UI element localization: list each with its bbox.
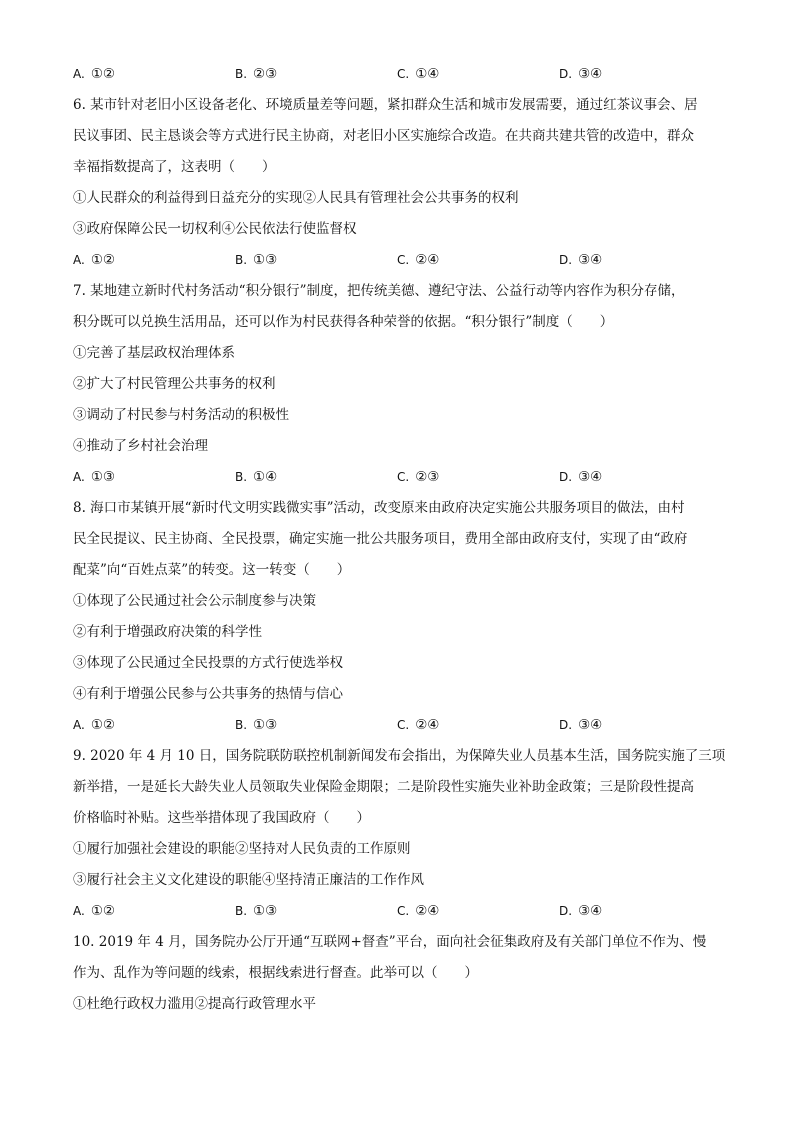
q6-statement: ①人民群众的利益得到日益充分的实现②人民具有管理社会公共事务的权利 [73, 190, 519, 206]
q6-option-b: B. ①③ [235, 252, 278, 268]
q9-option-d: D. ③④ [559, 903, 603, 919]
exam-page [73, 64, 726, 1025]
q6-stem-line: 6. 某市针对老旧小区设备老化、环境质量差等问题，紧扣群众生活和城市发展需要，通过红茶议事会、居 [73, 97, 698, 113]
q9-stem-line: 价格临时补贴。这些举措体现了我国政府（ ） [73, 810, 370, 826]
q10-stem-line: 作为、乱作为等问题的线索，根据线索进行督查。此举可以（ ） [73, 965, 478, 981]
q8-options [73, 715, 723, 736]
q9-statement: ③履行社会主义文化建设的职能④坚持清正廉洁的工作作风 [73, 872, 424, 888]
question-7 [73, 281, 723, 488]
q9-stem-line: 9. 2020 年 4 月 10 日，国务院联防联控机制新闻发布会指出，为保障失业人员基本生活，国务院实施了三项 [73, 748, 726, 764]
q8-option-a: A. ①② [73, 717, 116, 733]
question-6 [73, 95, 723, 271]
q8-statement: ④有利于增强公民参与公共事务的热情与信心 [73, 686, 343, 702]
q8-statement: ②有利于增强政府决策的科学性 [73, 624, 262, 640]
q8-stem-line: 民全民提议、民主协商、全民投票，确定实施一批公共服务项目，费用全部由政府支付，实现了由“政府 [73, 531, 688, 547]
q7-options [73, 467, 723, 488]
q7-statement: ②扩大了村民管理公共事务的权利 [73, 376, 276, 392]
q9-option-a: A. ①② [73, 903, 116, 919]
q10-stem-line: 10. 2019 年 4 月，国务院办公厅开通“互联网+督查”平台，面向社会征集政府及有关部门单位不作为、慢 [73, 934, 707, 950]
q8-statement: ①体现了公民通过社会公示制度参与决策 [73, 593, 316, 609]
q7-option-d: D. ③④ [559, 469, 603, 485]
q5-option-b: B. ②③ [235, 66, 278, 82]
q10-statement: ①杜绝行政权力滥用②提高行政管理水平 [73, 996, 316, 1012]
question-8 [73, 498, 723, 736]
q6-stem-line: 民议事团、民主恳谈会等方式进行民主协商，对老旧小区实施综合改造。在共商共建共管的改造中，群众 [73, 128, 694, 144]
q8-stem-line: 8. 海口市某镇开展“新时代文明实践微实事”活动，改变原来由政府决定实施公共服务项目的做法，由村 [73, 500, 685, 516]
q6-option-a: A. ①② [73, 252, 116, 268]
q8-option-d: D. ③④ [559, 717, 603, 733]
q9-option-b: B. ①③ [235, 903, 278, 919]
q7-option-a: A. ①③ [73, 469, 116, 485]
q7-stem-line: 积分既可以兑换生活用品，还可以作为村民获得各种荣誉的依据。“积分银行”制度（ ） [73, 314, 614, 330]
q7-stem-line: 7. 某地建立新时代村务活动“积分银行”制度，把传统美德、遵纪守法、公益行动等内容作为积分存储， [73, 283, 685, 299]
q5-option-c: C. ①④ [397, 66, 440, 82]
q7-statement: ①完善了基层政权治理体系 [73, 345, 235, 361]
question-10 [73, 932, 723, 1015]
q6-options [73, 250, 723, 271]
q7-option-b: B. ①④ [235, 469, 278, 485]
q6-option-c: C. ②④ [397, 252, 440, 268]
q9-option-c: C. ②④ [397, 903, 440, 919]
q8-stem-line: 配菜”向“百姓点菜”的转变。这一转变（ ） [73, 562, 351, 578]
q9-options [73, 901, 723, 922]
q8-option-c: C. ②④ [397, 717, 440, 733]
q5-option-d: D. ③④ [559, 66, 603, 82]
q7-statement: ④推动了乡村社会治理 [73, 438, 208, 454]
q8-option-b: B. ①③ [235, 717, 278, 733]
q7-option-c: C. ②③ [397, 469, 440, 485]
q9-statement: ①履行加强社会建设的职能②坚持对人民负责的工作原则 [73, 841, 411, 857]
q5-options [73, 64, 723, 85]
q7-statement: ③调动了村民参与村务活动的积极性 [73, 407, 289, 423]
q6-option-d: D. ③④ [559, 252, 603, 268]
q6-statement: ③政府保障公民一切权利④公民依法行使监督权 [73, 221, 357, 237]
q6-stem-line: 幸福指数提高了，这表明（ ） [73, 159, 276, 175]
q8-statement: ③体现了公民通过全民投票的方式行使选举权 [73, 655, 343, 671]
question-9 [73, 746, 726, 922]
q9-stem-line: 新举措，一是延长大龄失业人员领取失业保险金期限；二是阶段性实施失业补助金政策；三是阶段性提高 [73, 779, 694, 795]
q5-option-a: A. ①② [73, 66, 116, 82]
